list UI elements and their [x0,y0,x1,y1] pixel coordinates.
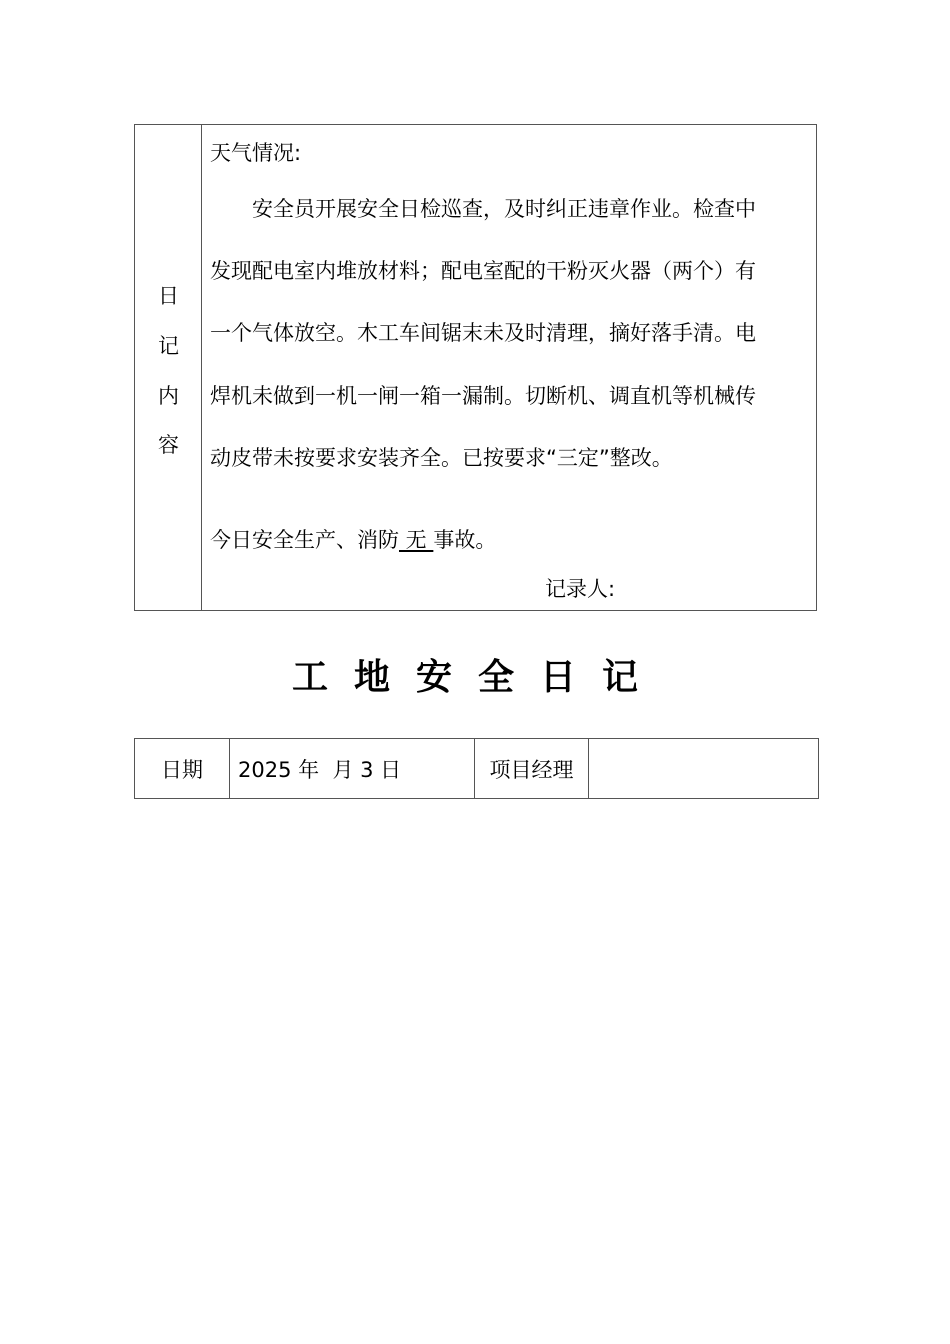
diary-body-line: 一个气体放空。木工车间锯末未及时清理，摘好落手清。电 [210,321,756,345]
date-label: 日期 [135,739,230,799]
safety-statement [210,526,496,554]
safety-prefix: 今日安全生产、消防 [210,528,399,552]
weather-label: 天气情况: [210,141,302,165]
date-value: 2025 年 月 3 日 [230,739,475,799]
safety-suffix: 事故。 [433,528,497,552]
info-table [134,738,819,799]
diary-body-line: 焊机未做到一机一闸一箱一漏制。切断机、调直机等机械传 [210,384,756,408]
diary-content-box [134,124,817,611]
diary-body-line: 动皮带未按要求安装齐全。已按要求“三定”整改。 [210,446,673,470]
side-label-char: 日 [158,284,179,308]
page-title: 工地安全日记 [291,657,664,698]
manager-value [589,739,819,799]
diary-body-line: 发现配电室内堆放材料；配电室配的干粉灭火器（两个）有 [210,259,756,283]
side-label-char: 记 [158,334,179,358]
manager-label: 项目经理 [475,739,589,799]
safety-value: 无 [399,528,434,552]
table-row [135,739,819,799]
side-label-char: 容 [158,433,179,457]
diary-text-area [202,125,816,610]
side-label-char: 内 [158,384,179,408]
diary-body-line: 安全员开展安全日检巡查，及时纠正违章作业。检查中 [252,197,756,221]
diary-side-label [135,125,202,610]
recorder-label: 记录人: [545,577,616,601]
